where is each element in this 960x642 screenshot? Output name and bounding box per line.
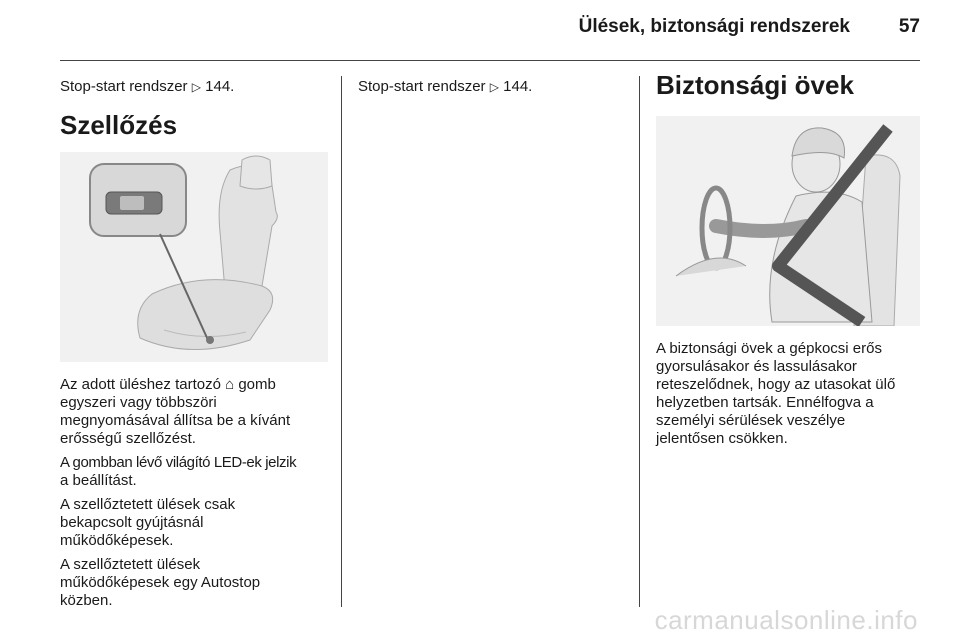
reference-page: 144. [205, 78, 235, 95]
seat-belt-illustration [656, 116, 920, 326]
column-3 [656, 72, 920, 448]
column-1 [60, 72, 328, 610]
led-indicator-note: A gombban lévő világító LED-ek jelzik a beállítást. [60, 454, 297, 489]
reference-label: Stop-start rendszer [60, 78, 188, 95]
reference-arrow-icon: ▷ [191, 80, 201, 94]
column-2 [358, 72, 626, 96]
reference-label: Stop-start rendszer [358, 78, 486, 95]
autostop-note: A szellőztetett ülések működőképesek egy Autostop közben. [60, 556, 261, 609]
section-heading-seat-belts: Biztonsági övek [656, 70, 854, 100]
seat-ventilation-illustration [60, 152, 328, 362]
column-divider-1 [341, 76, 342, 607]
ignition-note: A szellőztetett ülések csak bekapcsolt gyújtásnál működőképesek. [60, 496, 236, 549]
reference-arrow-icon: ▷ [489, 80, 499, 94]
reference-page: 144. [503, 78, 533, 95]
watermark: carmanualsonline.info [654, 605, 918, 635]
cross-reference[interactable] [358, 78, 626, 96]
page-number: 57 [898, 16, 920, 37]
header-divider [60, 60, 920, 61]
seat-ventilation-icon: ⌂ [225, 376, 235, 393]
cross-reference[interactable] [60, 78, 328, 96]
column-divider-2 [639, 76, 640, 607]
section-heading-ventilation: Szellőzés [60, 110, 178, 140]
ventilation-instruction: Az adott üléshez tartozó ⌂ gomb egyszeri vagy többszöri megnyomásával állítsa be a kívánt erősségű szellőzést. [60, 376, 291, 447]
header-title: Ülések, biztonsági rendszerek [578, 16, 850, 37]
seat-belt-description: A biztonsági övek a gépkocsi erős gyorsulásakor és lassulásakor reteszelődnek, hogy az utasokat ülő helyzetben tartsák. Ennélfogva a személyi sérülések veszélye jelentősen csökken. [656, 340, 896, 447]
